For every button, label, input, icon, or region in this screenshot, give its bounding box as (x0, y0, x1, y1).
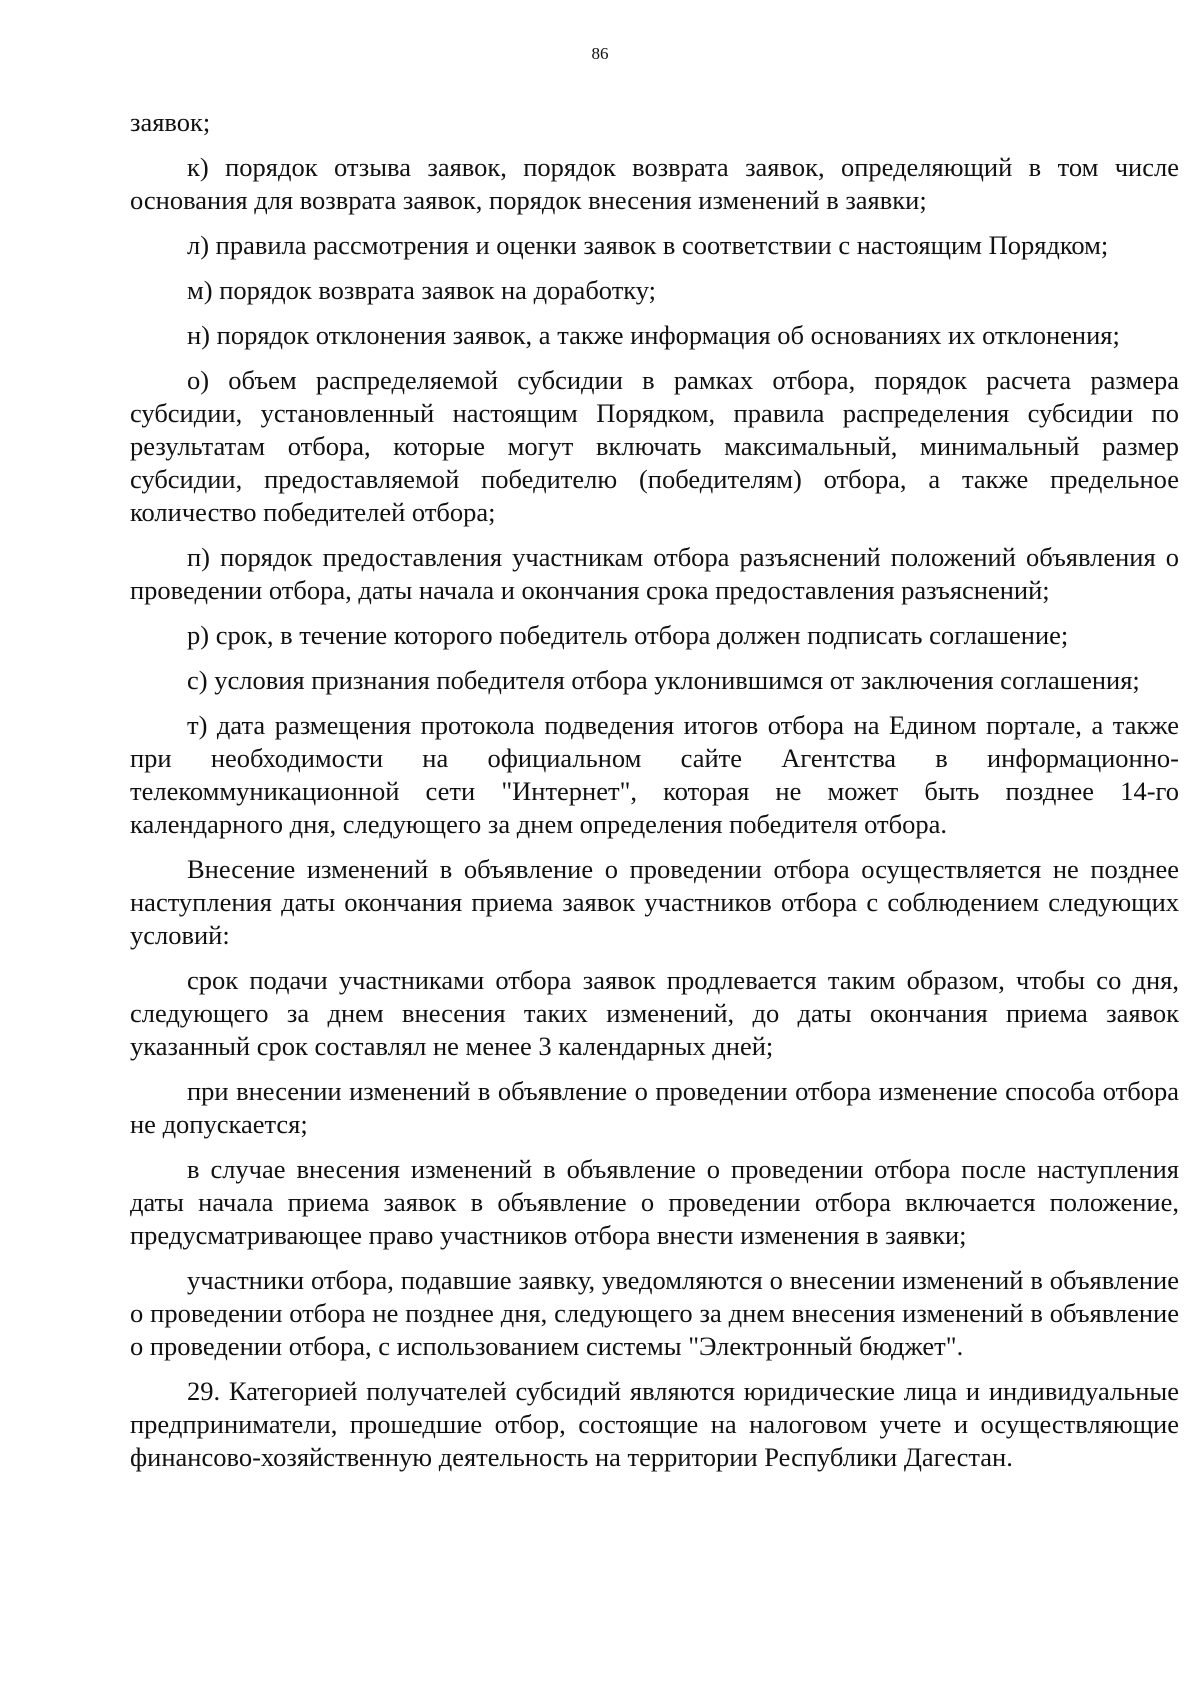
paragraph-condition-method: при внесении изменений в объявление о проведении отбора изменение способа отбора не допускается; (130, 1076, 1179, 1139)
paragraph-condition-notification: участники отбора, подавшие заявку, уведомляются о внесении изменений в объявление о проведении отбора не позднее дня, следующего за днем внесения изменений в объявление о проведении отбора, с использованием системы "Электронный бюджет". (130, 1265, 1179, 1361)
document-body (130, 106, 1179, 1486)
paragraph-condition-deadline: срок подачи участниками отбора заявок продлевается таким образом, чтобы со дня, следующего за днем внесения таких изменений, до даты окончания приема заявок указанный срок составлял не менее 3 календарных дней; (130, 965, 1179, 1061)
paragraph-condition-changes: в случае внесения изменений в объявление о проведении отбора после наступления даты начала приема заявок в объявление о проведении отбора включается положение, предусматривающее право участников отбора внести изменения в заявки; (130, 1154, 1179, 1250)
paragraph-item-t: т) дата размещения протокола подведения итогов отбора на Едином портале, а также при необходимости на официальном сайте Агентства в информационно-телекоммуникационной сети "Интернет", которая не может быть позднее 14-го календарного дня, следующего за днем определения победителя отбора. (130, 710, 1179, 839)
paragraph-clause-29: 29. Категорией получателей субсидий являются юридические лица и индивидуальные предприниматели, прошедшие отбор, состоящие на налоговом учете и осуществляющие финансово-хозяйственную деятельность на территории Республики Дагестан. (130, 1376, 1179, 1472)
paragraph-item-l: л) правила рассмотрения и оценки заявок в соответствии с настоящим Порядком; (187, 230, 1109, 260)
page-number: 86 (591, 44, 609, 63)
paragraph-item-m: м) порядок возврата заявок на доработку; (187, 275, 657, 305)
paragraph-item-p: п) порядок предоставления участникам отбора разъяснений положений объявления о проведении отбора, даты начала и окончания срока предоставления разъяснений; (130, 542, 1179, 605)
paragraph-item-k: к) порядок отзыва заявок, порядок возврата заявок, определяющий в том числе основания для возврата заявок, порядок внесения изменений в заявки; (130, 152, 1179, 215)
paragraph-continuation: заявок; (130, 107, 211, 137)
paragraph-item-r: р) срок, в течение которого победитель отбора должен подписать соглашение; (187, 620, 1069, 650)
paragraph-item-n: н) порядок отклонения заявок, а также информация об основаниях их отклонения; (187, 320, 1120, 350)
paragraph-item-s: с) условия признания победителя отбора уклонившимся от заключения соглашения; (187, 665, 1140, 695)
paragraph-amendments: Внесение изменений в объявление о проведении отбора осуществляется не позднее наступления даты окончания приема заявок участников отбора с соблюдением следующих условий: (130, 854, 1179, 950)
paragraph-item-o: о) объем распределяемой субсидии в рамках отбора, порядок расчета размера субсидии, установленный настоящим Порядком, правила распределения субсидии по результатам отбора, которые могут включать максимальный, минимальный размер субсидии, предоставляемой победителю (победителям) отбора, а также предельное количество победителей отбора; (130, 365, 1179, 527)
